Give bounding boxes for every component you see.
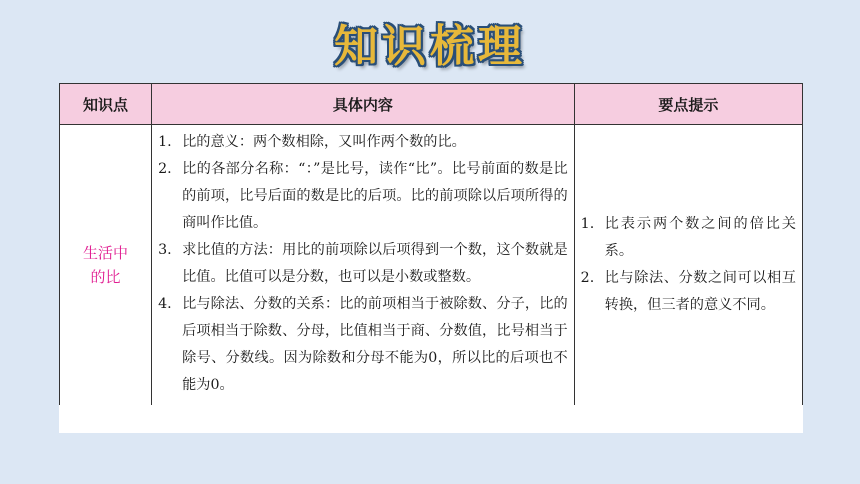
table-header-row [60, 84, 803, 125]
content-item-text: 比与除法、分数的关系：比的前项相当于被除数、分子，比的后项相当于除数、分母，比值相当于商、分数值，比号相当于除号、分数线。因为除数和分母不能为0，所以比的后项也不能为0。 [182, 296, 568, 393]
tip-item-number: 1. [580, 216, 595, 232]
content-item-number: 2. [158, 161, 172, 177]
tip-item [579, 211, 796, 265]
tip-item-number: 2. [580, 270, 595, 286]
table-row [60, 125, 803, 406]
content-item-text: 比的各部分名称：“：”是比号，读作“比”。比号前面的数是比的前项，比号后面的数是比的后项。比的前项除以后项所得的商叫作比值。 [182, 161, 568, 231]
content-item [156, 237, 568, 291]
content-item-number: 4. [158, 296, 172, 312]
content-item [156, 156, 568, 237]
content-item-number: 1. [158, 134, 172, 150]
knowledge-table [59, 83, 803, 405]
content-cell [152, 125, 575, 406]
knowledge-point-label-line-2: 的比 [90, 268, 121, 286]
tip-item-text: 比表示两个数之间的倍比关系。 [604, 216, 796, 259]
content-item [156, 291, 568, 399]
knowledge-point-cell [60, 125, 152, 406]
content-item [156, 129, 568, 156]
content-item-number: 3. [158, 242, 172, 258]
tips-cell [574, 125, 802, 406]
page-title: 知识梳理 [334, 21, 526, 72]
content-item-text: 比的意义：两个数相除，又叫作两个数的比。 [182, 134, 466, 150]
tip-item-text: 比与除法、分数之间可以相互转换，但三者的意义不同。 [604, 270, 796, 313]
tip-item [579, 265, 796, 319]
content-item-text: 求比值的方法：用比的前项除以后项得到一个数，这个数就是比值。比值可以是分数，也可以是小数或整数。 [182, 242, 568, 285]
header-key-tips: 要点提示 [574, 84, 802, 125]
header-specific-content: 具体内容 [152, 84, 575, 125]
header-knowledge-point: 知识点 [60, 84, 152, 125]
knowledge-point-label-line-1: 生活中 [83, 244, 129, 262]
knowledge-table-container [59, 83, 803, 433]
